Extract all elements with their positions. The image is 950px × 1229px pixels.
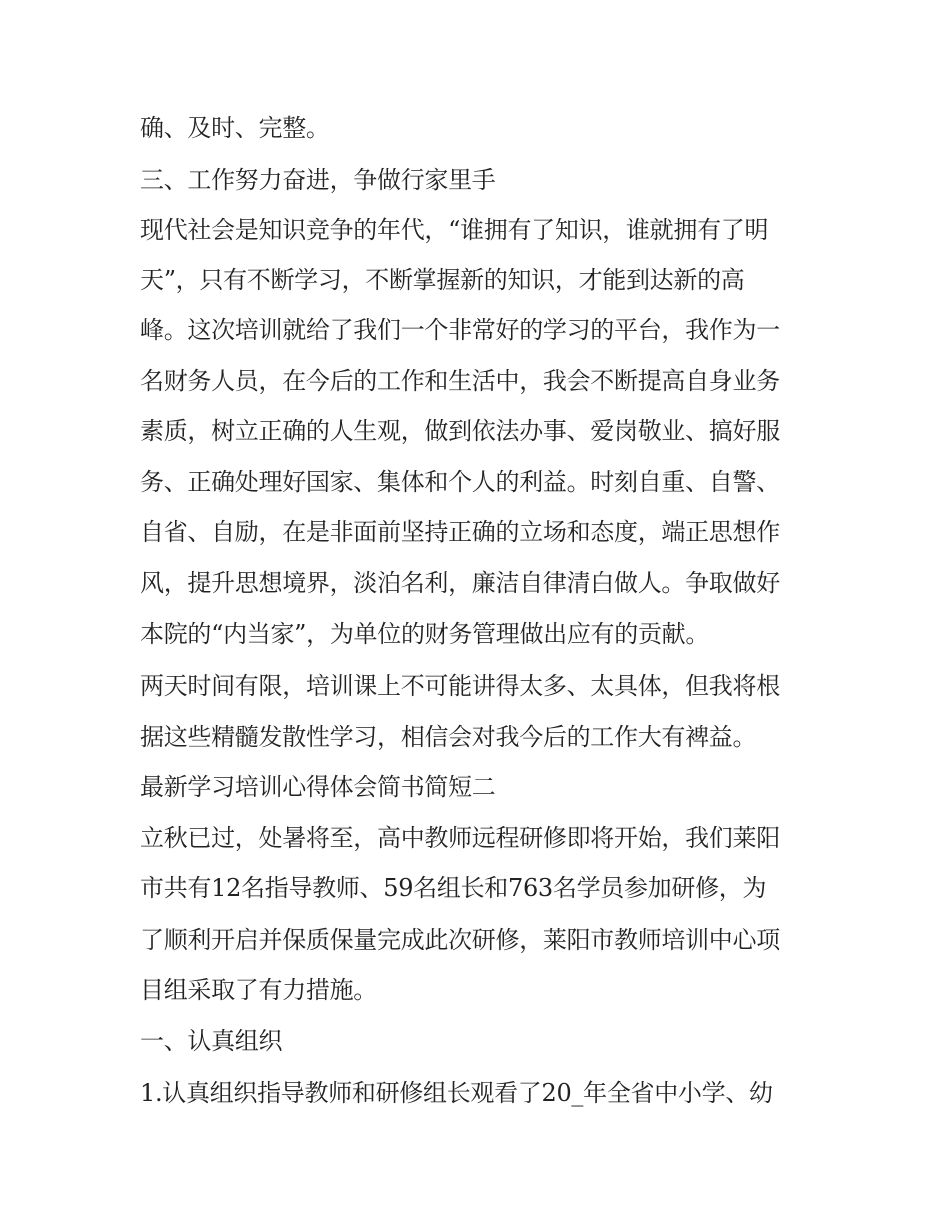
text-line: 确、及时、完整。	[140, 114, 330, 142]
section-heading: 三、工作努力奋进，争做行家里手	[140, 166, 496, 194]
text-line: 名财务人员，在今后的工作和生活中，我会不断提高自身业务	[140, 367, 780, 395]
text-line: 据这些精髓发散性学习，相信会对我今后的工作大有裨益。	[140, 723, 757, 751]
text-line: 两天时间有限，培训课上不可能讲得太多、太具体，但我将根	[140, 672, 780, 700]
article-title: 最新学习培训心得体会简书简短二	[140, 773, 496, 801]
text-line: 风，提升思想境界，淡泊名利，廉洁自律清白做人。争取做好	[140, 569, 780, 597]
text-line: 现代社会是知识竞争的年代，“谁拥有了知识，谁就拥有了明	[140, 216, 769, 244]
text-line: 目组采取了有力措施。	[140, 976, 377, 1004]
text-line: 自省、自励，在是非面前坚持正确的立场和态度，端正思想作	[140, 518, 780, 546]
text-line: 素质，树立正确的人生观，做到依法办事、爱岗敬业、搞好服	[140, 417, 780, 445]
text-line: 务、正确处理好国家、集体和个人的利益。时刻自重、自警、	[140, 468, 780, 496]
text-line: 峰。这次培训就给了我们一个非常好的学习的平台，我作为一	[140, 316, 780, 344]
section-heading: 一、认真组织	[140, 1027, 283, 1055]
text-line: 1.认真组织指导教师和研修组长观看了20_年全省中小学、幼	[140, 1079, 773, 1107]
text-line: 本院的“内当家”，为单位的财务管理做出应有的贡献。	[140, 620, 710, 648]
text-line: 天”，只有不断学习，不断掌握新的知识，才能到达新的高	[140, 266, 745, 294]
text-line: 市共有12名指导教师、59名组长和763名学员参加研修，为	[140, 874, 767, 902]
text-line: 立秋已过，处暑将至，高中教师远程研修即将开始，我们莱阳	[140, 824, 780, 852]
text-line: 了顺利开启并保质保量完成此次研修，莱阳市教师培训中心项	[140, 926, 780, 954]
